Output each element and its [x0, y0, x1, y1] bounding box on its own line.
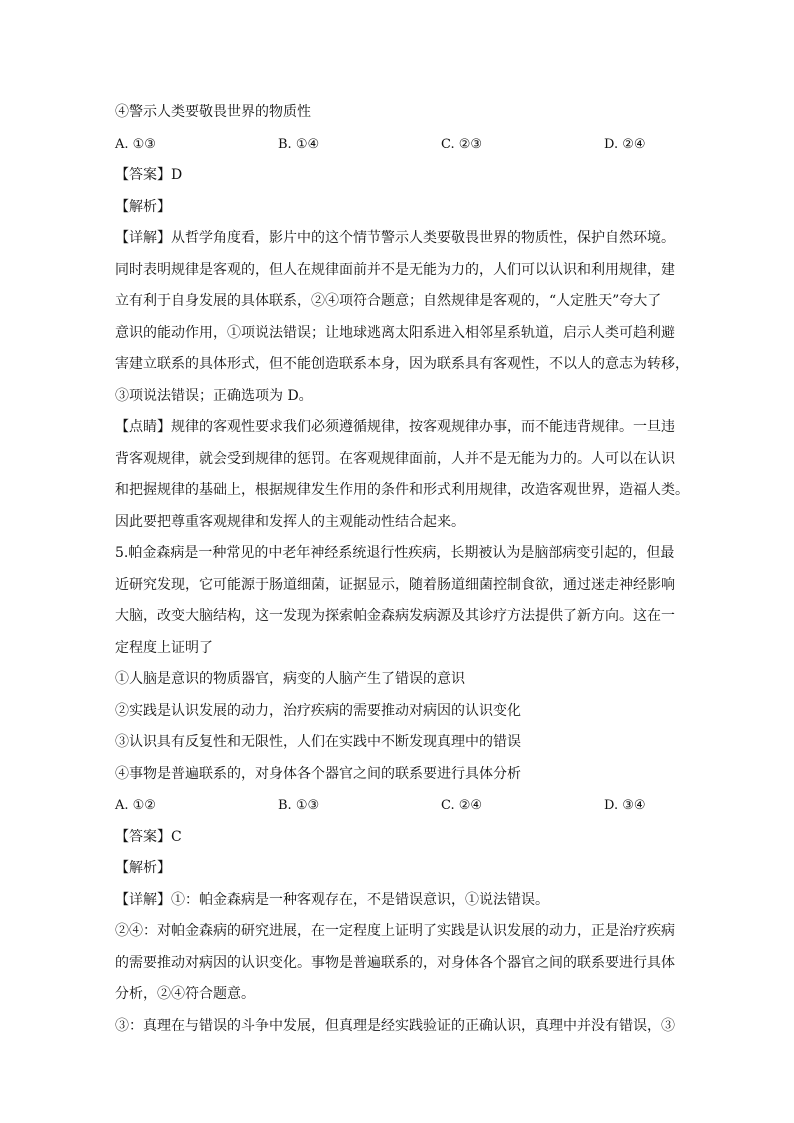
- q5-option-c: C. ②④: [441, 798, 483, 813]
- q4-answer: 【答案】D: [115, 167, 183, 183]
- q5-option-b: B. ①③: [278, 798, 320, 813]
- q5-option-a: A. ①②: [115, 798, 156, 813]
- q4-options: [115, 129, 685, 161]
- q5-detail-line: ②④：对帕金森病的研究进展，在一定程度上证明了实践是认识发展的动力，正是治疗疾病: [115, 923, 675, 939]
- q4-tip-line: 因此要把尊重客观规律和发挥人的主观能动性结合起来。: [115, 513, 465, 530]
- q4-detail-line: ③项说法错误；正确选项为 D。: [115, 387, 313, 404]
- q5-statement-4: ④事物是普遍联系的，对身体各个器官之间的联系要进行具体分析: [115, 765, 521, 782]
- q5-statement-3: ③认识具有反复性和无限性，人们在实践中不断发现真理中的错误: [115, 734, 521, 750]
- q4-option-b: B. ①④: [278, 136, 320, 152]
- q5-detail-line: 的需要推动对病因的认识变化。事物是普遍联系的，对身体各个器官之间的联系要进行具体: [115, 954, 675, 971]
- q4-tip-line: 背客观规律，就会受到规律的惩罚。在客观规律面前，人并不是无能为力的。人可以在认识: [115, 450, 675, 467]
- q5-detail-line: ③：真理在与错误的斗争中发展，但真理是经实践验证的正确认识，真理中并没有错误，③: [115, 1017, 675, 1034]
- q4-analysis-title: 【解析】: [115, 198, 171, 215]
- q5-stem-line: 定程度上证明了: [115, 639, 213, 656]
- q4-option-a: A. ①③: [115, 136, 156, 152]
- q4-detail-line: 意识的能动作用，①项说法错误；让地球逃离太阳系进入相邻星系轨道，启示人类可趋利避: [115, 324, 675, 341]
- q4-detail-line: 立有利于自身发展的具体联系，②④项符合题意；自然规律是客观的，“人定胜天”夸大了: [115, 293, 662, 309]
- q4-option-d: D. ②④: [604, 136, 646, 152]
- q4-option-c: C. ②③: [441, 136, 483, 152]
- q5-stem-line: 大脑，改变大脑结构，这一发现为探索帕金森病发病源及其诊疗方法提供了新方向。这在一: [115, 608, 675, 624]
- q5-analysis-title: 【解析】: [115, 860, 171, 876]
- document-page: [115, 97, 689, 1042]
- q5-option-d: D. ③④: [604, 798, 646, 813]
- q5-statement-2: ②实践是认识发展的动力，治疗疾病的需要推动对病因的认识变化: [115, 702, 521, 719]
- q5-options: [115, 790, 685, 822]
- q5-stem-line: 5.帕金森病是一种常见的中老年神经系统退行性疾病，长期被认为是脑部病变引起的，但最: [115, 545, 675, 561]
- q5-detail-line: 【详解】①：帕金森病是一种客观存在，不是错误意识，①说法错误。: [115, 891, 549, 908]
- q4-detail-line: 【详解】从哲学角度看，影片中的这个情节警示人类要敬畏世界的物质性，保护自然环境。: [115, 230, 675, 246]
- q4-tip-line: 和把握规律的基础上，根据规律发生作用的条件和形式利用规律，改造客观世界，造福人类。: [115, 482, 689, 498]
- q5-answer: 【答案】C: [115, 828, 182, 845]
- q4-detail-line: 同时表明规律是客观的，但人在规律面前并不是无能为力的，人们可以认识和利用规律，建: [115, 261, 675, 278]
- q4-tip-line: 【点睛】规律的客观性要求我们必须遵循规律，按客观规律办事，而不能违背规律。一旦违: [115, 419, 675, 435]
- q5-stem-line: 近研究发现，它可能源于肠道细菌，证据显示，随着肠道细菌控制食欲，通过迷走神经影响: [115, 576, 675, 593]
- q5-statement-1: ①人脑是意识的物质器官，病变的人脑产生了错误的意识: [115, 671, 465, 687]
- q5-detail-line: 分析，②④符合题意。: [115, 986, 255, 1002]
- q4-statement-4: ④警示人类要敬畏世界的物质性: [115, 104, 311, 120]
- q4-detail-line: 害建立联系的具体形式，但不能创造联系本身，因为联系具有客观性，不以人的意志为转移，: [115, 356, 689, 372]
